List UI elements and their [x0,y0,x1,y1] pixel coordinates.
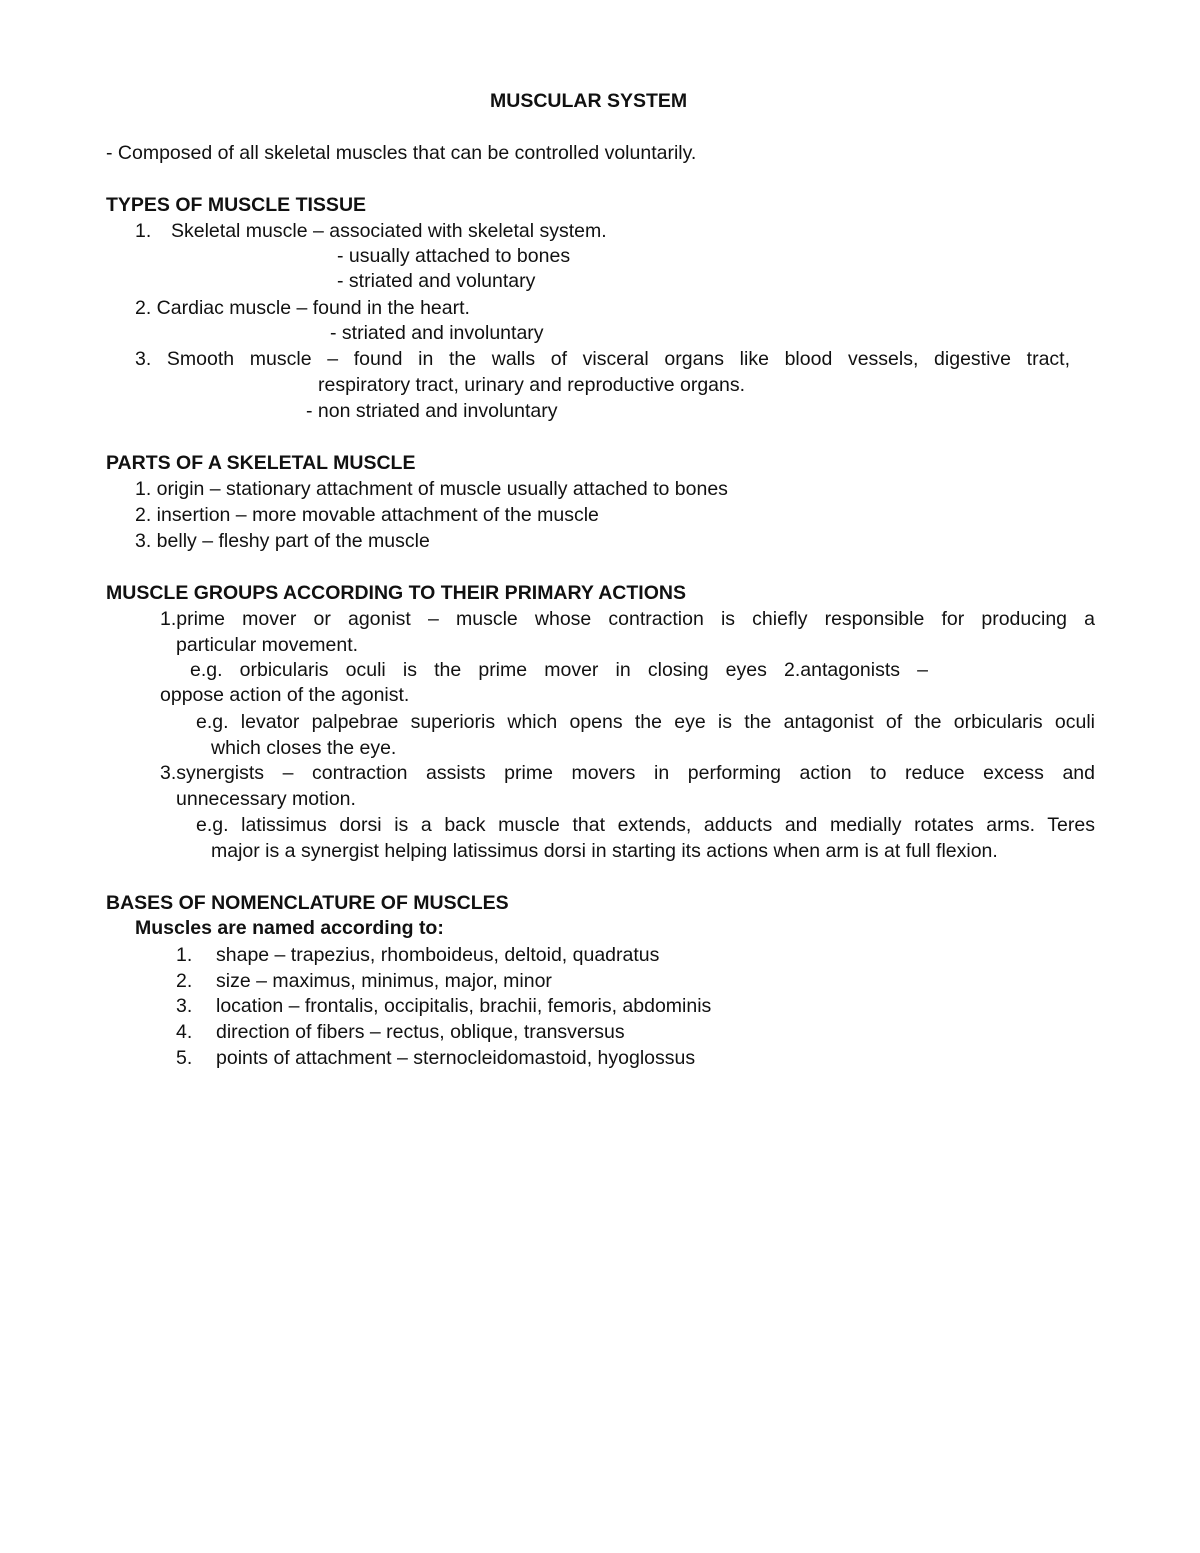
groups-heading: MUSCLE GROUPS ACCORDING TO THEIR PRIMARY ACTIONS [106,582,686,604]
skeletal-text: Skeletal muscle – associated with skeletal system. [171,220,607,242]
prime-mover-text-cont: particular movement. [176,634,359,656]
nomenclature-item: location – frontalis, occipitalis, brachii, femoris, abdominis [216,995,712,1017]
cardiac-text: 2. Cardiac muscle – found in the heart. [135,297,470,319]
smooth-note: - non striated and involuntary [306,400,558,422]
nomenclature-heading: BASES OF NOMENCLATURE OF MUSCLES [106,892,509,914]
nomenclature-number: 1. [176,944,193,966]
synergist-text: 3.synergists – contraction assists prime movers in performing action to reduce excess and [160,762,1095,784]
smooth-text-cont: respiratory tract, urinary and reproductive organs. [318,374,746,396]
parts-item: 3. belly – fleshy part of the muscle [135,530,430,552]
types-heading: TYPES OF MUSCLE TISSUE [106,194,367,216]
synergist-text-cont: unnecessary motion. [176,788,356,810]
parts-heading: PARTS OF A SKELETAL MUSCLE [106,452,416,474]
parts-item: 1. origin – stationary attachment of muscle usually attached to bones [135,478,728,500]
prime-mover-text: 1.prime mover or agonist – muscle whose contraction is chiefly responsible for producing a [160,608,1095,630]
page-title: MUSCULAR SYSTEM [490,90,688,112]
nomenclature-number: 2. [176,970,193,992]
nomenclature-number: 5. [176,1047,193,1069]
intro-text: - Composed of all skeletal muscles that can be controlled voluntarily. [106,142,697,164]
nomenclature-item: points of attachment – sternocleidomastoid, hyoglossus [216,1047,696,1069]
nomenclature-item: shape – trapezius, rhomboideus, deltoid, quadratus [216,944,660,966]
skeletal-note: - striated and voluntary [337,270,536,292]
skeletal-number: 1. [135,220,152,242]
antagonist-example-cont: which closes the eye. [211,737,397,759]
nomenclature-number: 3. [176,995,193,1017]
nomenclature-number: 4. [176,1021,193,1043]
parts-item: 2. insertion – more movable attachment of the muscle [135,504,599,526]
cardiac-note: - striated and involuntary [330,322,544,344]
nomenclature-item: direction of fibers – rectus, oblique, transversus [216,1021,625,1043]
nomenclature-subheading: Muscles are named according to: [135,917,444,939]
smooth-text: 3. Smooth muscle – found in the walls of visceral organs like blood vessels, digestive tract, [135,348,1070,370]
antagonist-text: oppose action of the agonist. [160,684,410,706]
nomenclature-item: size – maximus, minimus, major, minor [216,970,552,992]
synergist-example: e.g. latissimus dorsi is a back muscle that extends, adducts and medially rotates arms. Teres [196,814,1095,836]
skeletal-note: - usually attached to bones [337,245,571,267]
prime-mover-example: e.g. orbicularis oculi is the prime mover in closing eyes 2.antagonists – [190,659,928,681]
antagonist-example: e.g. levator palpebrae superioris which opens the eye is the antagonist of the orbicularis oculi [196,711,1095,733]
synergist-example-cont: major is a synergist helping latissimus dorsi in starting its actions when arm is at full flexion. [211,840,998,862]
